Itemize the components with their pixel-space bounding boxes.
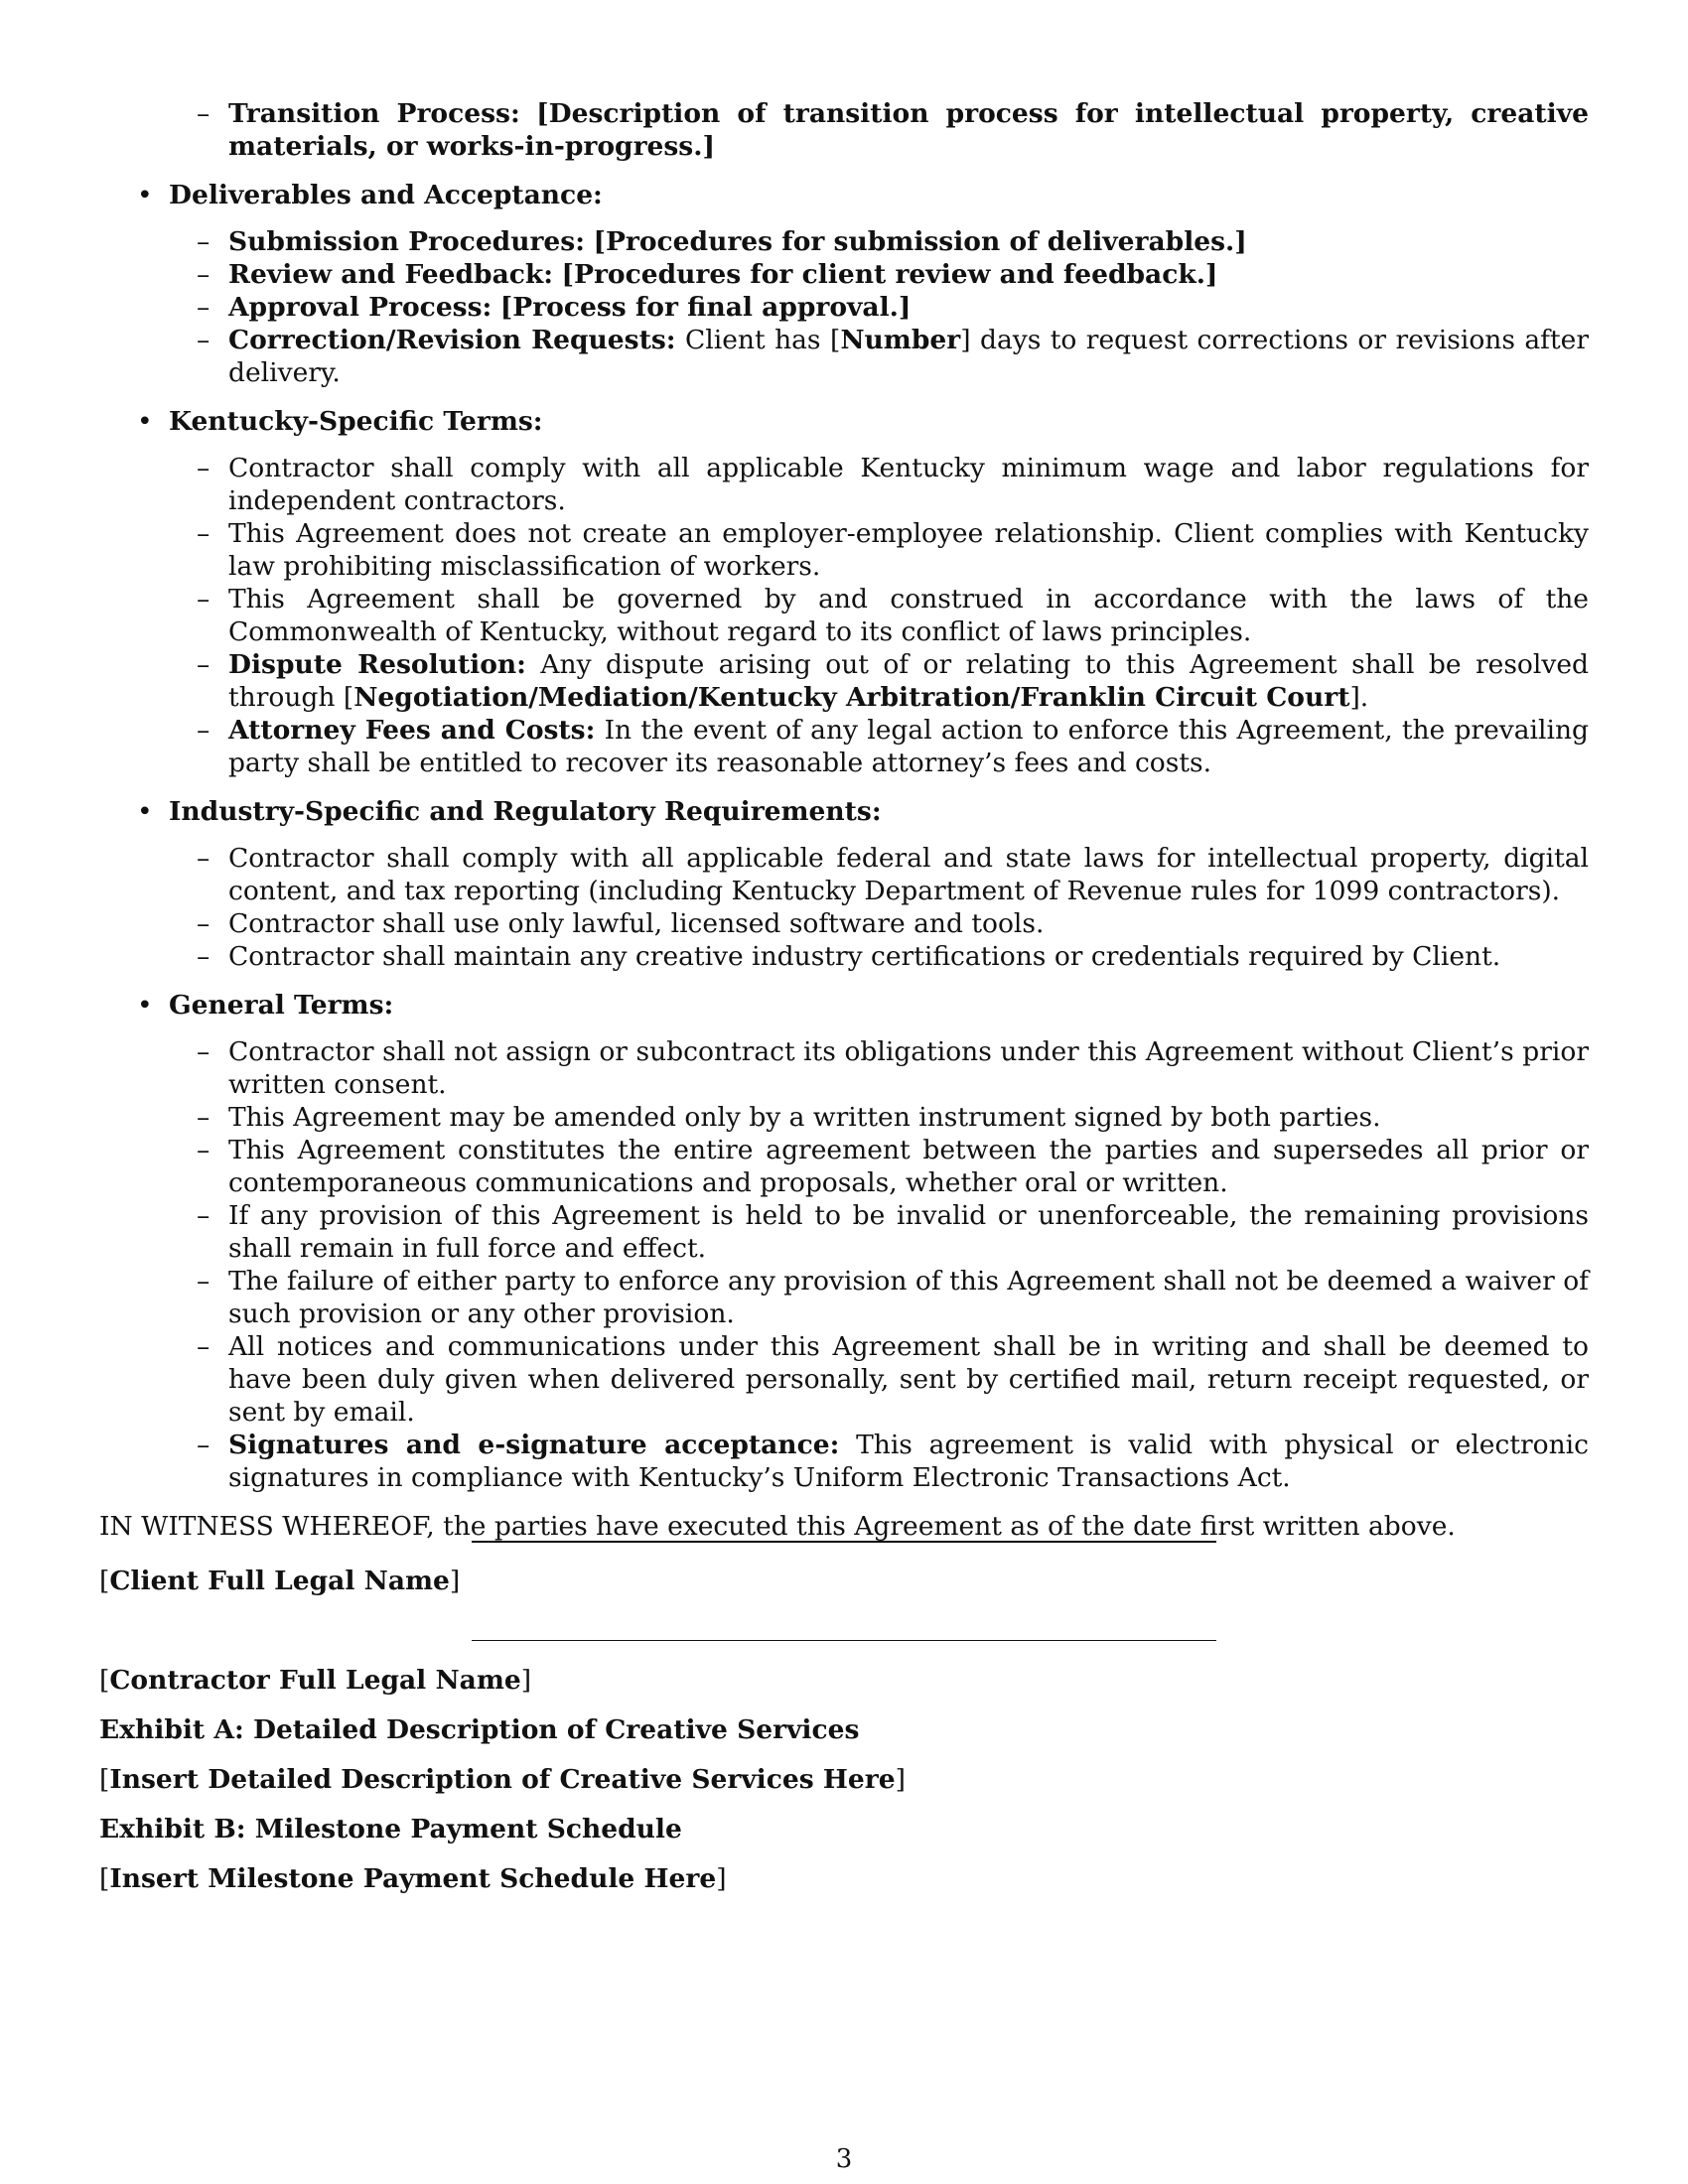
item-label: Dispute Resolution: xyxy=(228,649,526,680)
list-item xyxy=(99,940,1589,973)
list-item xyxy=(99,258,1589,291)
list-item xyxy=(99,452,1589,517)
section-kentucky xyxy=(99,405,1589,438)
item-label: Approval Process: xyxy=(228,292,492,323)
list-item xyxy=(99,324,1589,389)
item-text: Contractor shall use only lawful, licensed software and tools. xyxy=(228,908,1045,939)
item-label: Attorney Fees and Costs: xyxy=(228,715,596,746)
item-text-end: ] days to request corrections or revisions after delivery. xyxy=(228,325,1589,388)
item-text-bold: Number xyxy=(840,325,961,355)
bracket-close: ] xyxy=(449,1566,461,1596)
dash-marker: – xyxy=(197,98,211,129)
bracket-close: ] xyxy=(520,1665,532,1696)
item-text: In the event of any legal action to enforce this Agreement, the prevailing party shall be entitled to recover its reasonable attorney’s fees and costs. xyxy=(228,715,1589,778)
item-text: All notices and communications under this Agreement shall be in writing and shall be deemed to have been duly given when delivered personally, sent by certified mail, return receipt requested, or sent by email. xyxy=(228,1331,1589,1428)
dash-marker: – xyxy=(197,715,211,746)
item-text: Any dispute arising out of or relating to this Agreement shall be resolved through [ xyxy=(228,649,1589,713)
section-heading: Kentucky-Specific Terms: xyxy=(169,406,543,437)
item-label: Signatures and e-signature acceptance: xyxy=(228,1430,840,1460)
bracket-close: ] xyxy=(895,1764,906,1795)
dash-marker: – xyxy=(197,649,211,680)
item-text: The failure of either party to enforce any provision of this Agreement shall not be deemed a waiver of such provision or any other provision. xyxy=(228,1266,1589,1329)
item-text: Client has [ xyxy=(685,325,841,355)
placeholder-text: Insert Detailed Description of Creative Services Here xyxy=(109,1764,896,1795)
dash-marker: – xyxy=(197,1200,211,1231)
section-industry-items xyxy=(99,842,1589,973)
section-general-items xyxy=(99,1035,1589,1494)
item-text: Contractor shall comply with all applicable Kentucky minimum wage and labor regulations for independent contractors. xyxy=(228,453,1589,516)
page-number: 3 xyxy=(835,2144,853,2174)
section-deliverables-items xyxy=(99,225,1589,389)
bullet-marker: • xyxy=(137,990,153,1021)
section-heading: Deliverables and Acceptance: xyxy=(169,180,603,210)
bracket-open: [ xyxy=(99,1665,110,1696)
list-item xyxy=(99,842,1589,907)
transition-process-item xyxy=(99,97,1589,163)
list-item xyxy=(99,1035,1589,1101)
item-text-bold: Negotiation/Mediation/Kentucky Arbitration/Franklin Circuit Court xyxy=(353,682,1350,713)
section-industry xyxy=(99,795,1589,828)
dash-marker: – xyxy=(197,325,211,355)
item-label: Correction/Revision Requests: xyxy=(228,325,676,355)
list-item xyxy=(99,714,1589,779)
item-label: Transition Process: xyxy=(228,98,520,129)
bracket-open: [ xyxy=(99,1764,110,1795)
placeholder-text: Insert Milestone Payment Schedule Here xyxy=(109,1863,717,1894)
exhibit-a-placeholder xyxy=(99,1764,906,1795)
item-label: Review and Feedback: xyxy=(228,259,554,290)
item-text: This Agreement does not create an employer-employee relationship. Client complies with Kentucky law prohibiting misclassification of workers. xyxy=(228,518,1589,582)
item-text: [Procedures for client review and feedback.] xyxy=(561,259,1218,290)
contractor-signature-line xyxy=(472,1640,1216,1641)
item-text: This Agreement may be amended only by a written instrument signed by both parties. xyxy=(228,1102,1381,1133)
list-item xyxy=(99,517,1589,583)
dash-marker: – xyxy=(197,259,211,290)
bullet-marker: • xyxy=(137,406,153,437)
dash-marker: – xyxy=(197,1135,211,1165)
dash-marker: – xyxy=(197,1430,211,1460)
item-text: [Description of transition process for intellectual property, creative materials, or works-in-progress.] xyxy=(228,98,1589,162)
list-item xyxy=(99,1199,1589,1265)
dash-marker: – xyxy=(197,908,211,939)
section-general xyxy=(99,989,1589,1022)
list-item xyxy=(99,1101,1589,1134)
bracket-open: [ xyxy=(99,1566,110,1596)
item-text: This Agreement constitutes the entire agreement between the parties and supersedes all prior or contemporaneous communications and proposals, whether oral or written. xyxy=(228,1135,1589,1198)
contractor-name: Contractor Full Legal Name xyxy=(109,1665,521,1696)
bullet-marker: • xyxy=(137,180,153,210)
witness-statement: IN WITNESS WHEREOF, the parties have executed this Agreement as of the date first written above. xyxy=(99,1511,1456,1542)
item-text: Contractor shall maintain any creative industry certifications or credentials required by Client. xyxy=(228,941,1501,972)
document-page xyxy=(99,97,1589,1543)
item-text: Contractor shall not assign or subcontract its obligations under this Agreement without Client’s prior written consent. xyxy=(228,1036,1589,1100)
section-kentucky-items xyxy=(99,452,1589,779)
list-item xyxy=(99,225,1589,258)
item-text: If any provision of this Agreement is held to be invalid or unenforceable, the remaining provisions shall remain in full force and effect. xyxy=(228,1200,1589,1264)
dash-marker: – xyxy=(197,1331,211,1362)
bracket-close: ] xyxy=(716,1863,727,1894)
client-name: Client Full Legal Name xyxy=(109,1566,450,1596)
client-name-block xyxy=(99,1566,460,1596)
list-item xyxy=(99,907,1589,940)
dash-marker: – xyxy=(197,843,211,874)
dash-marker: – xyxy=(197,584,211,614)
list-item xyxy=(99,1134,1589,1199)
dash-marker: – xyxy=(197,941,211,972)
dash-marker: – xyxy=(197,453,211,483)
section-heading: General Terms: xyxy=(169,990,394,1021)
list-item xyxy=(99,1265,1589,1330)
item-text: Contractor shall comply with all applicable federal and state laws for intellectual property, digital content, and tax reporting (including Kentucky Department of Revenue rules for 1099 contractors). xyxy=(228,843,1589,906)
item-text: [Process for final approval.] xyxy=(499,292,912,323)
dash-marker: – xyxy=(197,1036,211,1067)
bullet-marker: • xyxy=(137,796,153,827)
bracket-open: [ xyxy=(99,1863,110,1894)
dash-marker: – xyxy=(197,518,211,549)
list-item xyxy=(99,1330,1589,1429)
item-text: [Procedures for submission of deliverables.] xyxy=(593,226,1247,257)
exhibit-b-title: Exhibit B: Milestone Payment Schedule xyxy=(99,1814,682,1844)
item-text: This Agreement shall be governed by and construed in accordance with the laws of the Commonwealth of Kentucky, without regard to its conflict of laws principles. xyxy=(228,584,1589,647)
item-text: This agreement is valid with physical or electronic signatures in compliance with Kentucky’s Uniform Electronic Transactions Act. xyxy=(228,1430,1589,1493)
dash-marker: – xyxy=(197,226,211,257)
dash-marker: – xyxy=(197,1266,211,1297)
list-item xyxy=(99,648,1589,714)
list-item xyxy=(99,291,1589,324)
list-item xyxy=(99,1429,1589,1494)
item-text-end: ]. xyxy=(1349,682,1369,713)
section-heading: Industry-Specific and Regulatory Requirements: xyxy=(169,796,882,827)
client-signature-line xyxy=(472,1541,1216,1543)
list-item xyxy=(99,583,1589,648)
dash-marker: – xyxy=(197,292,211,323)
dash-marker: – xyxy=(197,1102,211,1133)
exhibit-a-title: Exhibit A: Detailed Description of Creative Services xyxy=(99,1714,860,1745)
item-label: Submission Procedures: xyxy=(228,226,585,257)
section-deliverables xyxy=(99,179,1589,211)
exhibit-b-placeholder xyxy=(99,1863,727,1894)
contractor-name-block xyxy=(99,1665,531,1696)
